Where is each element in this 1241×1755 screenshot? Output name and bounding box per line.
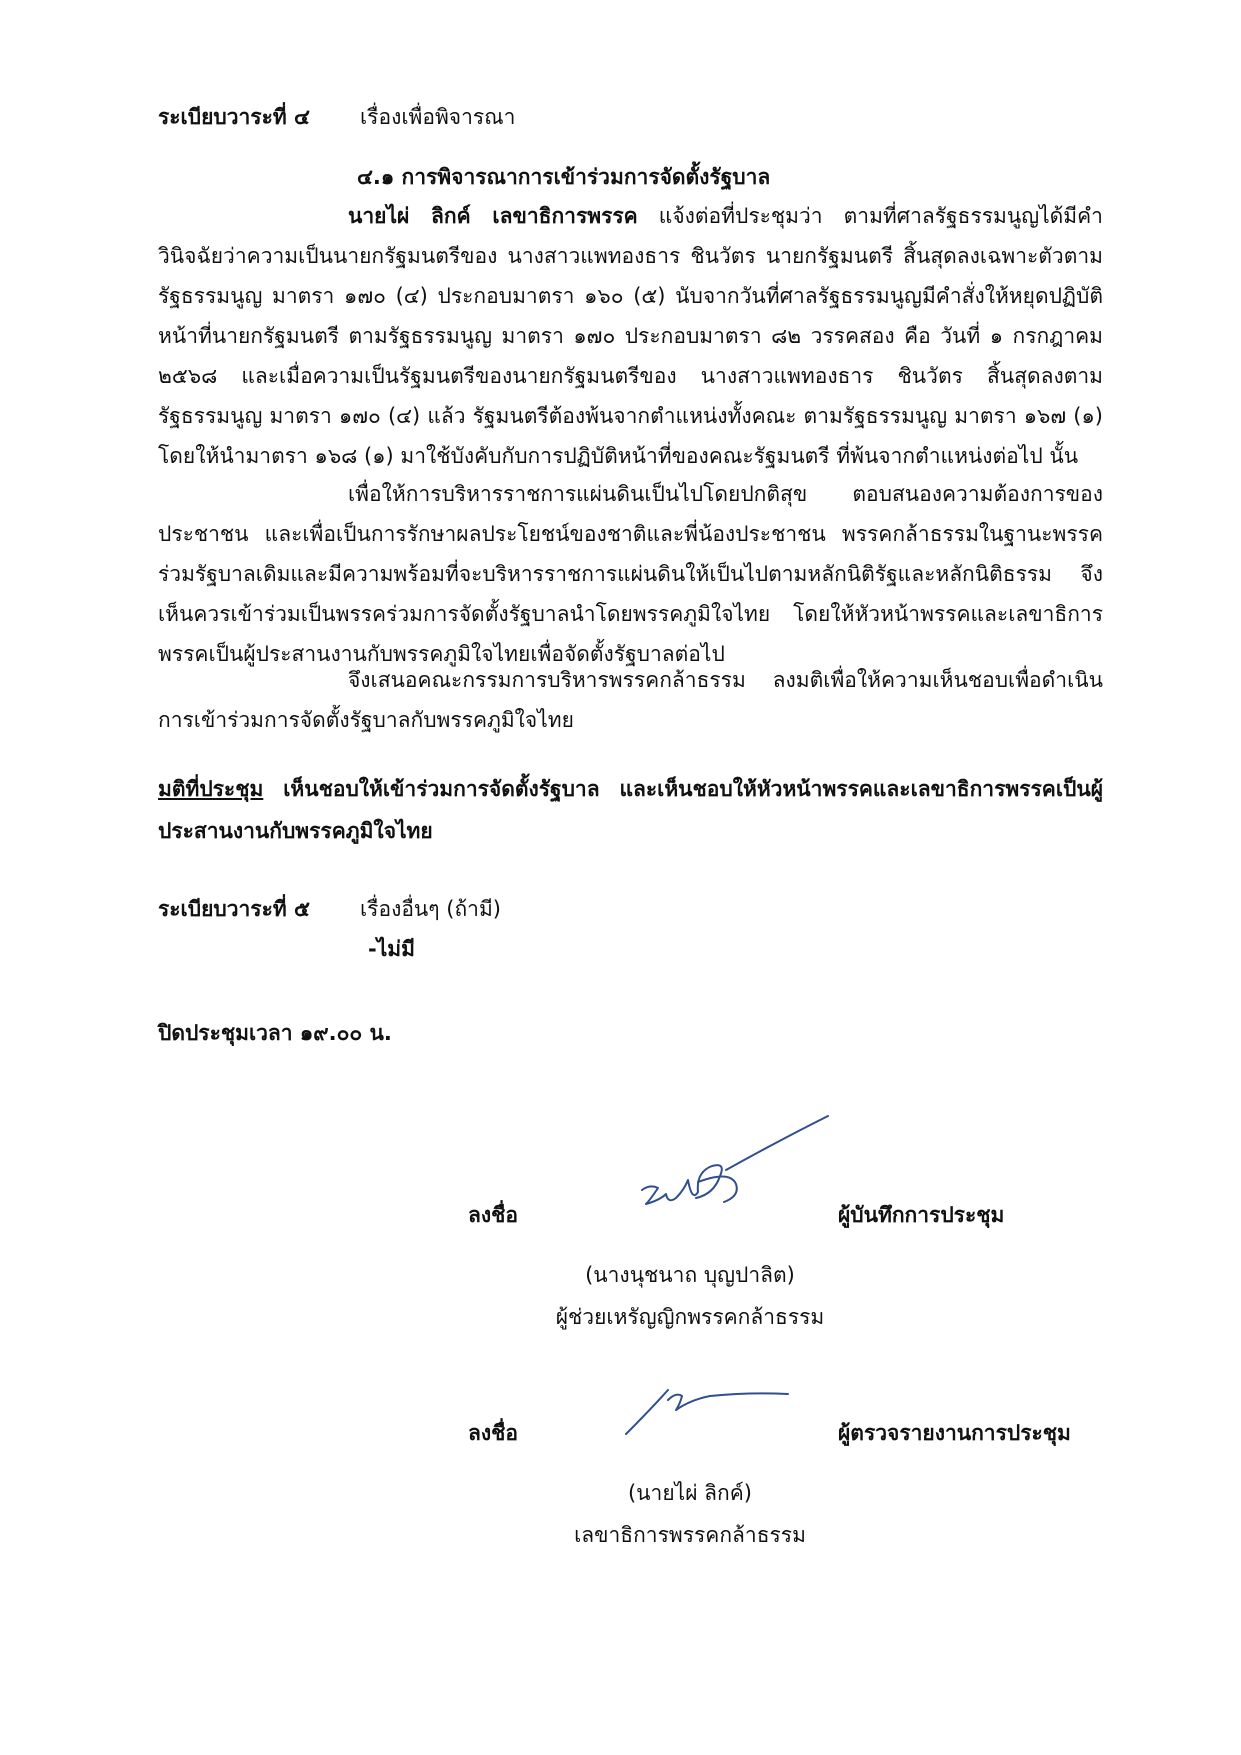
agenda-5-none: -ไม่มี [368,937,415,961]
signature-1-icon [640,1110,840,1220]
signature-2-position: เลขาธิการพรรคกล้าธรรม [574,1523,806,1547]
closing-time: ปิดประชุมเวลา ๑๙.๐๐ น. [158,1021,392,1045]
signature-2-role: ผู้ตรวจรายงานการประชุม [838,1421,1071,1445]
signature-2-name: (นายไผ่ ลิกค์) [627,1481,752,1505]
speaker-name: นายไผ่ ลิกค์ เลขาธิการพรรค [348,204,638,228]
agenda-4-paragraph-3 [158,660,1103,740]
paragraph-2-text: เพื่อให้การบริหารราชการแผ่นดินเป็นไปโดยปกติสุข ตอบสนองความต้องการของประชาชน และเพื่อเป็นการรักษาผลประโยชน์ของชาติและพี่น้องประชาชน พรรคกล้าธรรมในฐานะพรรคร่วมรัฐบาลเดิมและมีความพร้อมที่จะบริหารราชการแผ่นดินให้เป็นไปตามหลักนิติรัฐและหลักนิติธรรม จึงเห็นควรเข้าร่วมเป็นพรรคร่วมการจัดตั้งรัฐบาลนำโดยพรรคภูมิใจไทย โดยให้หัวหน้าพรรคและเลขาธิการพรรคเป็นผู้ประสานงานกับพรรคภูมิใจไทยเพื่อจัดตั้งรัฐบาลต่อไป [158,482,1103,666]
resolution [158,768,1103,852]
agenda-4-label: ระเบียบวาระที่ ๔ [158,105,310,129]
signature-1-sign-label: ลงชื่อ [468,1203,518,1227]
agenda-5-title: เรื่องอื่นๆ (ถ้ามี) [360,897,501,921]
signature-1-position: ผู้ช่วยเหรัญญิกพรรคกล้าธรรม [555,1305,825,1329]
resolution-text: เห็นชอบให้เข้าร่วมการจัดตั้งรัฐบาล และเห็นชอบให้หัวหน้าพรรคและเลขาธิการพรรคเป็นผู้ประสานงานกับพรรคภูมิใจไทย [158,777,1103,843]
signature-1-role: ผู้บันทึกการประชุม [838,1203,1005,1227]
agenda-5-label: ระเบียบวาระที่ ๕ [158,897,310,921]
signature-1-name: (นางนุชนาถ บุญปาลิต) [585,1263,795,1287]
signature-2-icon [620,1370,800,1450]
agenda-4-paragraph-1 [158,196,1103,476]
paragraph-1-text: แจ้งต่อที่ประชุมว่า ตามที่ศาลรัฐธรรมนูญได้มีคำวินิจฉัยว่าความเป็นนายกรัฐมนตรีของ นางสาวแพทองธาร ชินวัตร นายกรัฐมนตรี สิ้นสุดลงเฉพาะตัวตามรัฐธรรมนูญ มาตรา ๑๗๐ (๔) ประกอบมาตรา ๑๖๐ (๕) นับจากวันที่ศาลรัฐธรรมนูญมีคำสั่งให้หยุดปฏิบัติหน้าที่นายกรัฐมนตรี ตามรัฐธรรมนูญ มาตรา ๑๗๐ ประกอบมาตรา ๘๒ วรรคสอง คือ วันที่ ๑ กรกฎาคม ๒๕๖๘ และเมื่อความเป็นรัฐมนตรีของนายกรัฐมนตรีของ นางสาวแพทองธาร ชินวัตร สิ้นสุดลงตามรัฐธรรมนูญ มาตรา ๑๗๐ (๔) แล้ว รัฐมนตรีต้องพ้นจากตำแหน่งทั้งคณะ ตามรัฐธรรมนูญ มาตรา ๑๖๗ (๑) โดยให้นำมาตรา ๑๖๘ (๑) มาใช้บังคับกับการปฏิบัติหน้าที่ของคณะรัฐมนตรี ที่พ้นจากตำแหน่งต่อไป นั้น [158,204,1103,468]
resolution-label: มติที่ประชุม [158,777,264,801]
signature-2-sign-label: ลงชื่อ [468,1421,518,1445]
agenda-4-subheading: ๔.๑ การพิจารณาการเข้าร่วมการจัดตั้งรัฐบาล [357,165,771,189]
agenda-4-paragraph-2 [158,474,1103,674]
paragraph-3-text: จึงเสนอคณะกรรมการบริหารพรรคกล้าธรรม ลงมติเพื่อให้ความเห็นชอบเพื่อดำเนินการเข้าร่วมการจัดตั้งรัฐบาลกับพรรคภูมิใจไทย [158,668,1103,732]
agenda-4-title: เรื่องเพื่อพิจารณา [360,105,516,129]
